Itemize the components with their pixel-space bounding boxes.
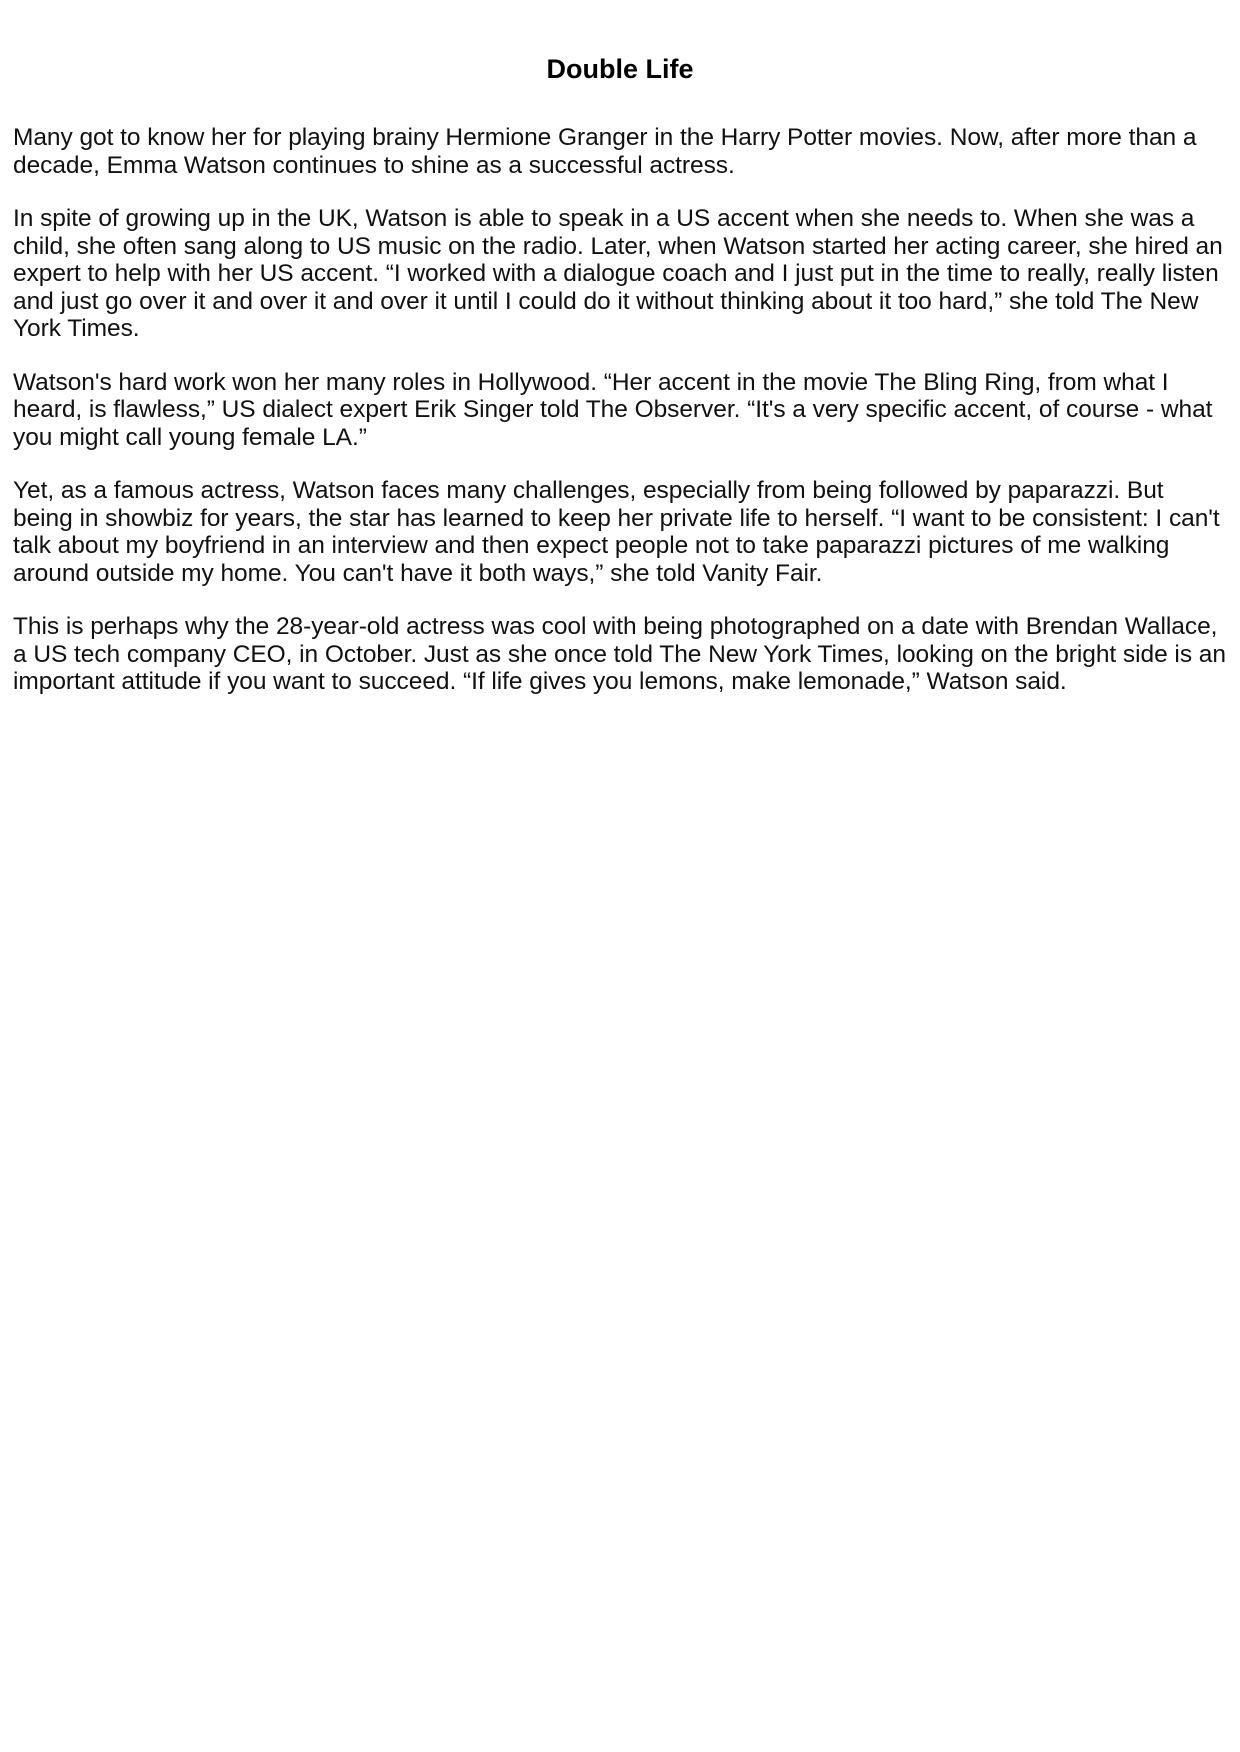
paragraph-4: Yet, as a famous actress, Watson faces many challenges, especially from being followed by paparazzi. But being in showbiz for years, the star has learned to keep her private life to herself. “I want to be consistent: I can't talk about my boyfriend in an interview and then expect people not to take paparazzi pictures of me walking around outside my home. You can't have it both ways,” she told Vanity Fair. (13, 477, 1220, 587)
paragraph-3: Watson's hard work won her many roles in Hollywood. “Her accent in the movie The Bling Ring, from what I heard, is flawless,” US dialect expert Erik Singer told The Observer. “It's a very specific accent, of course - what you might call young female LA.” (13, 368, 1213, 451)
paragraph-2: In spite of growing up in the UK, Watson is able to speak in a US accent when she needs to. When she was a child, she often sang along to US music on the radio. Later, when Watson started her acting career, she hired an expert to help with her US accent. “I worked with a dialogue coach and I just put in the time to really, really listen and just go over it and over it and over it until I could do it without thinking about it too hard,” she told The New York Times. (13, 205, 1223, 342)
paragraph-1: Many got to know her for playing brainy Hermione Granger in the Harry Potter movies. Now, after more than a decade, Emma Watson continues to shine as a successful actress. (13, 124, 1197, 179)
paragraph-5: This is perhaps why the 28-year-old actress was cool with being photographed on a date with Brendan Wallace, a US tech company CEO, in October. Just as she once told The New York Times, looking on the bright side is an important attitude if you want to succeed. “If life gives you lemons, make lemonade,” Watson said. (13, 613, 1226, 695)
page-title: Double Life (546, 54, 694, 84)
